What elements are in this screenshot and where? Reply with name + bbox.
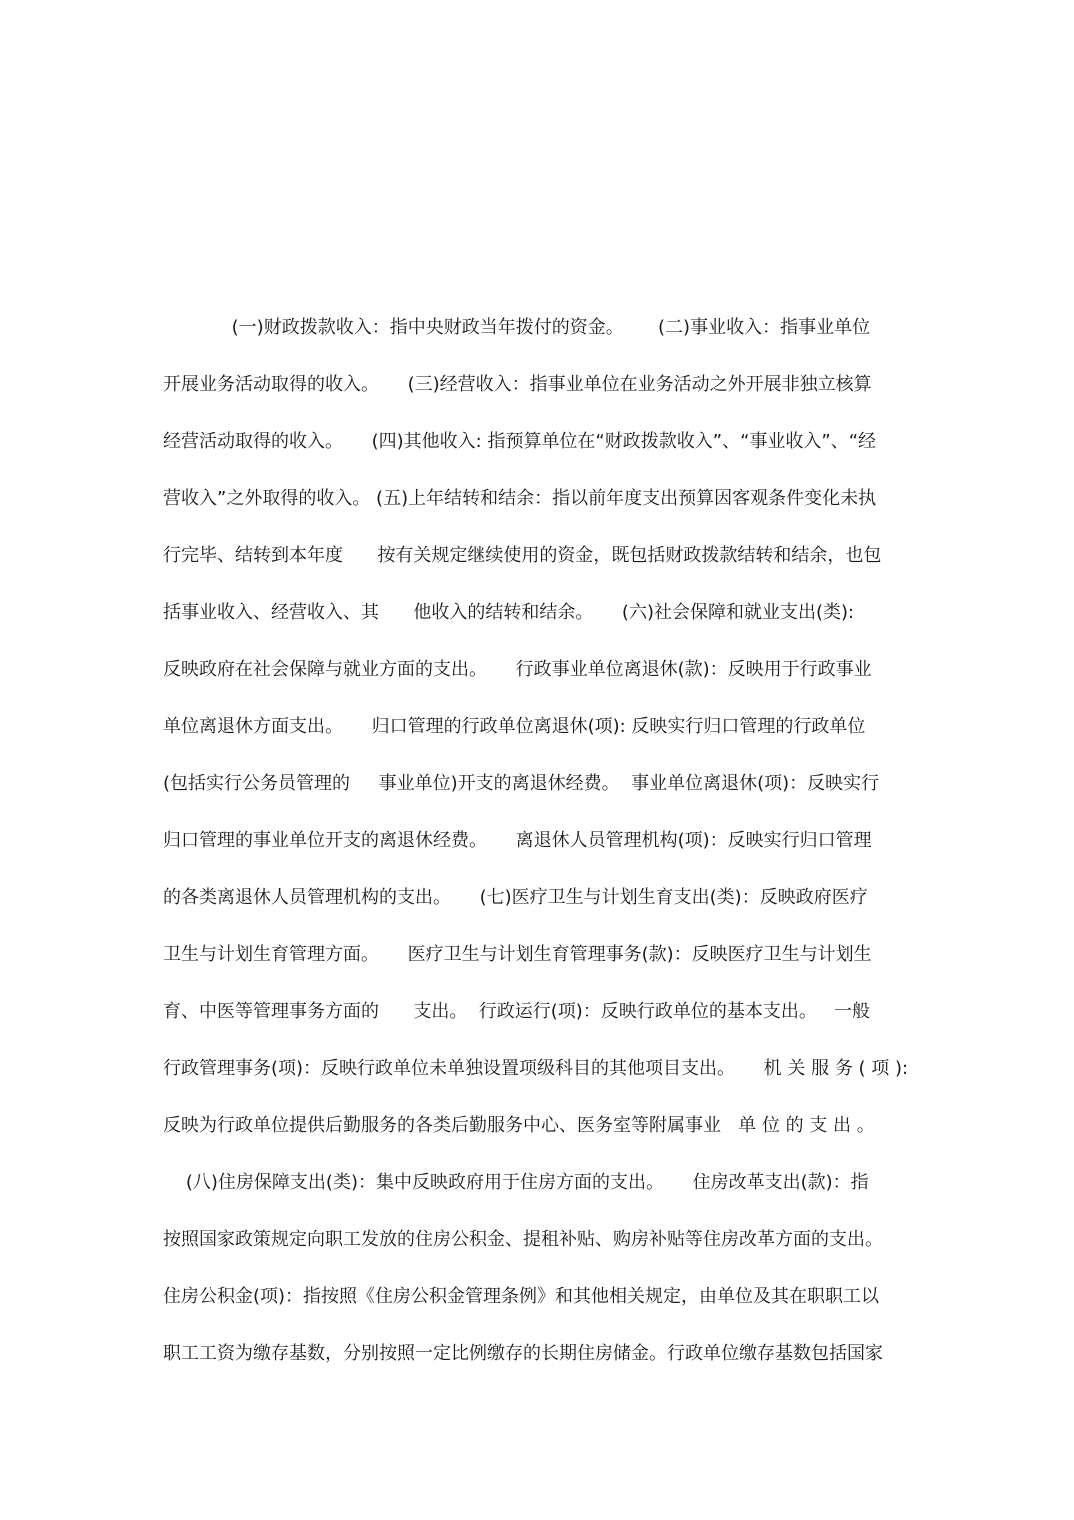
- text-line-11: 的各类离退休人员管理机构的支出。 (七)医疗卫生与计划生育支出(类)：反映政府医疗: [163, 887, 868, 908]
- text-line-17: 按照国家政策规定向职工发放的住房公积金、提租补贴、购房补贴等住房改革方面的支出。: [163, 1229, 883, 1250]
- text-line-9: (包括实行公务员管理的 事业单位)开支的离退休经费。 事业单位离退休(项)：反映实行: [163, 773, 880, 794]
- text-line-15: 反映为行政单位提供后勤服务的各类后勤服务中心、医务室等附属事业 单 位 的 支 出 。: [163, 1115, 875, 1136]
- text-line-12: 卫生与计划生育管理方面。 医疗卫生与计划生育管理事务(款)：反映医疗卫生与计划生: [163, 944, 872, 965]
- text-line-16: (八)住房保障支出(类)：集中反映政府用于住房方面的支出。 住房改革支出(款)：指: [163, 1172, 869, 1193]
- text-line-6: 括事业收入、经营收入、其 他收入的结转和结余。 (六)社会保障和就业支出(类):: [163, 602, 855, 623]
- text-line-3: 经营活动取得的收入。 (四)其他收入: 指预算单位在“财政拨款收入”、“事业收入”、“经: [163, 431, 877, 452]
- text-line-10: 归口管理的事业单位开支的离退休经费。 离退休人员管理机构(项)：反映实行归口管理: [163, 830, 872, 851]
- text-line-18: 住房公积金(项)：指按照《住房公积金管理条例》和其他相关规定，由单位及其在职职工以: [163, 1286, 880, 1307]
- text-line-14: 行政管理事务(项)：反映行政单位未单独设置项级科目的其他项目支出。 机 关 服 务 ( 项 ):: [163, 1058, 909, 1079]
- text-line-2: 开展业务活动取得的收入。 (三)经营收入：指事业单位在业务活动之外开展非独立核算: [163, 374, 872, 395]
- text-line-7: 反映政府在社会保障与就业方面的支出。 行政事业单位离退休(款)：反映用于行政事业: [163, 659, 872, 680]
- text-line-19: 职工工资为缴存基数，分别按照一定比例缴存的长期住房储金。行政单位缴存基数包括国家: [163, 1343, 883, 1364]
- text-line-1: (一)财政拨款收入：指中央财政当年拨付的资金。 (二)事业收入：指事业单位: [163, 317, 871, 338]
- body-text: [163, 311, 923, 1394]
- text-line-4: 营收入”之外取得的收入。 (五)上年结转和结余：指以前年度支出预算因客观条件变化未执: [163, 488, 877, 509]
- text-line-8: 单位离退休方面支出。 归口管理的行政单位离退休(项): 反映实行归口管理的行政单位: [163, 716, 866, 737]
- text-line-5: 行完毕、结转到本年度 按有关规定继续使用的资金，既包括财政拨款结转和结余，也包: [163, 545, 882, 566]
- text-line-13: 育、中医等管理事务方面的 支出。 行政运行(项)：反映行政单位的基本支出。 一般: [163, 1001, 870, 1022]
